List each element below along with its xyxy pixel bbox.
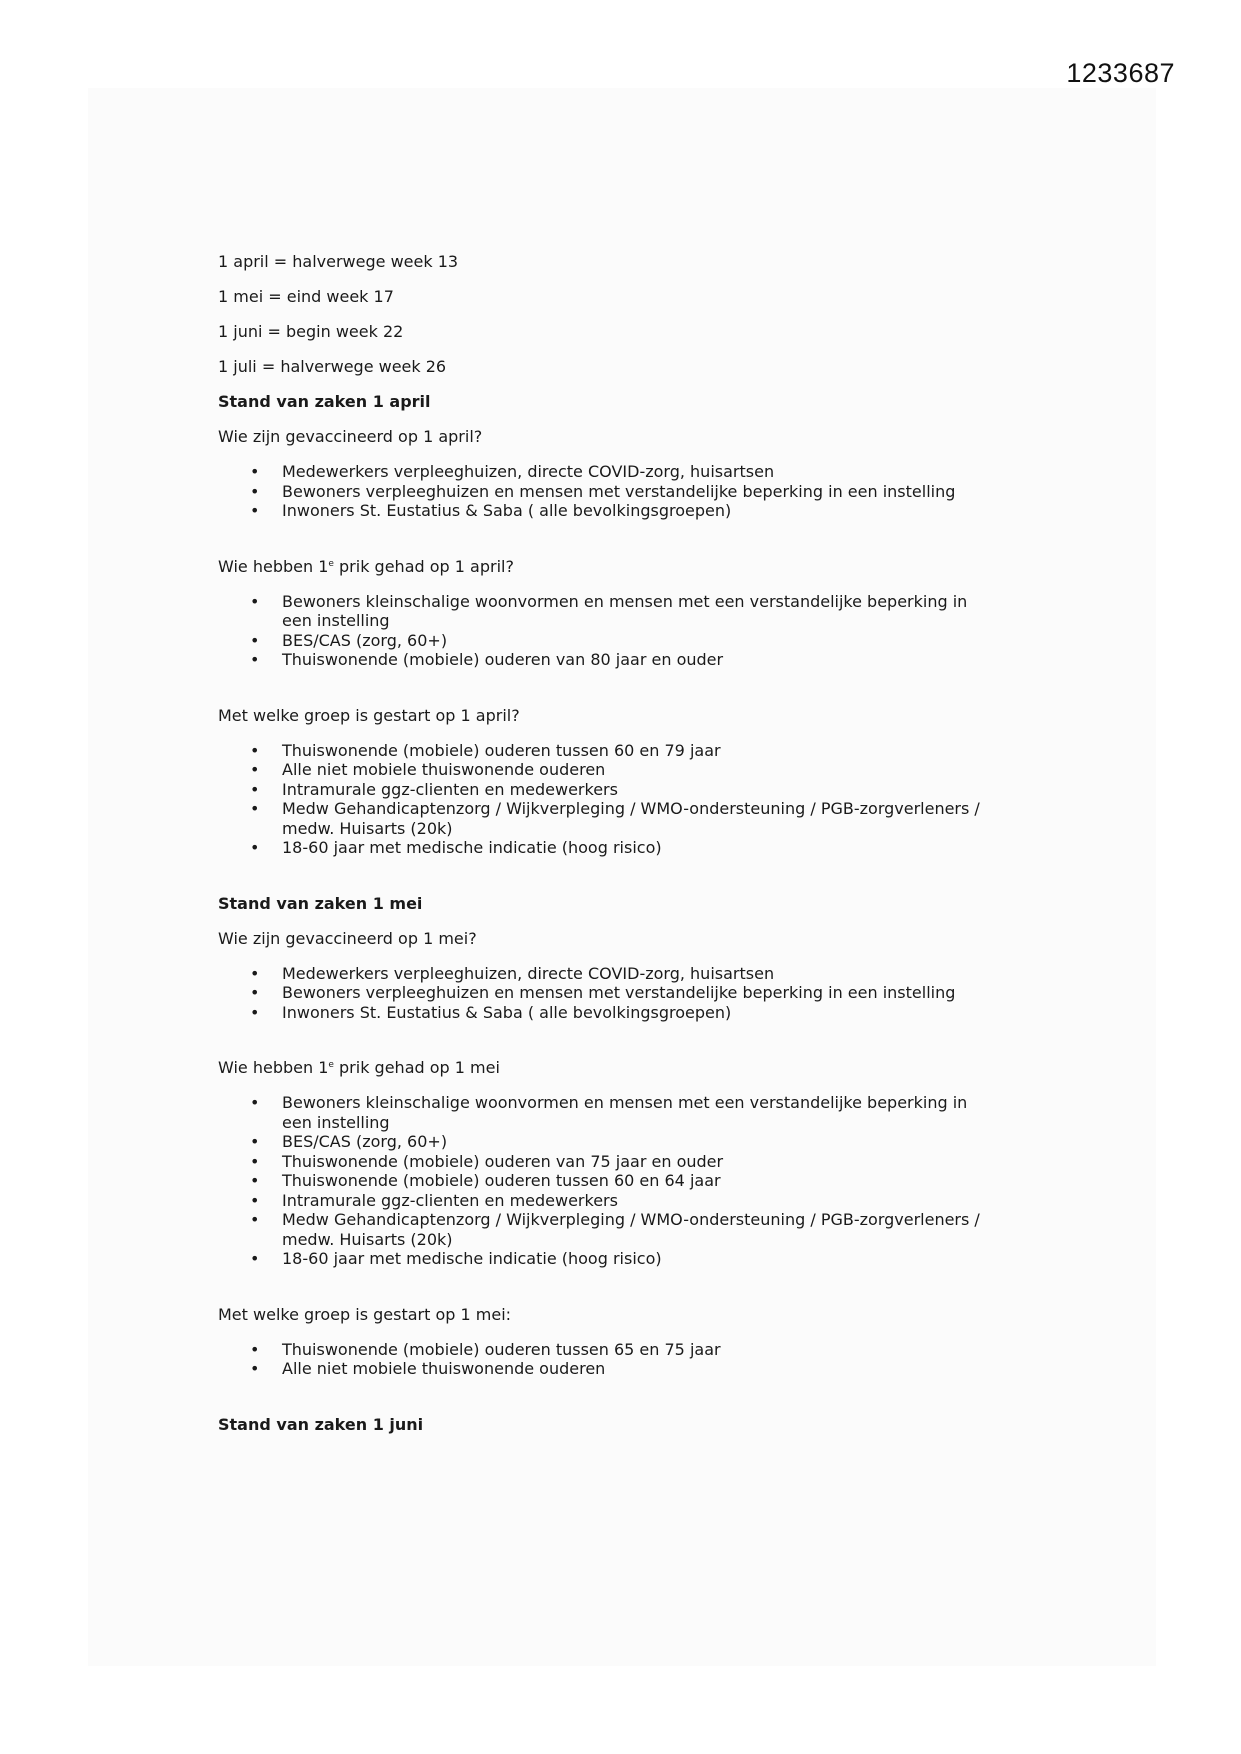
bullet-icon: • bbox=[250, 740, 260, 760]
list-first-shot-april bbox=[218, 592, 1038, 670]
question-vaccinated-april: Wie zijn gevaccineerd op 1 april? bbox=[218, 427, 483, 446]
bullet-icon: • bbox=[250, 630, 260, 650]
list-item: • Medewerkers verpleeghuizen, directe COVID-zorg, huisartsen bbox=[250, 963, 775, 983]
date-line-juli: 1 juli = halverwege week 26 bbox=[218, 357, 447, 376]
bullet-icon: • bbox=[250, 591, 260, 611]
list-vaccinated-april bbox=[218, 462, 1038, 521]
bullet-icon: • bbox=[250, 963, 260, 983]
question-started-april: Met welke groep is gestart op 1 april? bbox=[218, 705, 520, 725]
list-item: • 18-60 jaar met medische indicatie (hoog risico) bbox=[250, 838, 662, 857]
bullet-icon: • bbox=[250, 1249, 260, 1268]
list-started-april bbox=[218, 741, 1038, 858]
bullet-icon: • bbox=[250, 838, 260, 857]
list-item: • Thuiswonende (mobiele) ouderen van 75 jaar en ouder bbox=[250, 1151, 724, 1171]
list-item: • 18-60 jaar met medische indicatie (hoog risico) bbox=[250, 1249, 662, 1268]
list-vaccinated-mei bbox=[218, 964, 1038, 1023]
bullet-icon: • bbox=[250, 799, 260, 818]
list-item: • Bewoners kleinschalige woonvormen en mensen met een verstandelijke beperking in een instelling bbox=[250, 591, 968, 630]
date-line-april: 1 april = halverwege week 13 bbox=[218, 252, 459, 271]
list-item: • Thuiswonende (mobiele) ouderen van 80 jaar en ouder bbox=[250, 650, 724, 669]
bullet-icon: • bbox=[250, 760, 260, 779]
date-line-mei: 1 mei = eind week 17 bbox=[218, 287, 394, 306]
list-item: • Bewoners verpleeghuizen en mensen met verstandelijke beperking in een instelling bbox=[250, 481, 956, 501]
list-first-shot-mei bbox=[218, 1093, 1038, 1269]
bullet-icon: • bbox=[250, 779, 260, 799]
question-first-shot-april: Wie hebben 1e prik gehad op 1 april? bbox=[218, 556, 514, 576]
list-item: • BES/CAS (zorg, 60+) bbox=[250, 630, 448, 650]
bullet-icon: • bbox=[250, 1171, 260, 1190]
list-item: • Inwoners St. Eustatius & Saba ( alle bevolkingsgroepen) bbox=[250, 501, 732, 520]
list-item: • Medw Gehandicaptenzorg / Wijkverpleging / WMO-ondersteuning / PGB-zorgverleners / medw. Huisarts (20k) bbox=[250, 799, 980, 838]
bullet-icon: • bbox=[250, 1190, 260, 1210]
bullet-icon: • bbox=[250, 1002, 260, 1022]
list-item: • Thuiswonende (mobiele) ouderen tussen 60 en 79 jaar bbox=[250, 740, 721, 760]
list-item: • Bewoners verpleeghuizen en mensen met verstandelijke beperking in een instelling bbox=[250, 983, 956, 1002]
question-first-shot-mei: Wie hebben 1e prik gehad op 1 mei bbox=[218, 1058, 500, 1077]
bullet-icon: • bbox=[250, 462, 260, 481]
list-item: • Alle niet mobiele thuiswonende ouderen bbox=[250, 1359, 606, 1378]
bullet-icon: • bbox=[250, 1359, 260, 1378]
bullet-icon: • bbox=[250, 481, 260, 501]
list-item: • Alle niet mobiele thuiswonende ouderen bbox=[250, 760, 606, 779]
bullet-icon: • bbox=[250, 650, 260, 669]
question-vaccinated-mei: Wie zijn gevaccineerd op 1 mei? bbox=[218, 928, 477, 948]
list-item: • Thuiswonende (mobiele) ouderen tussen 60 en 64 jaar bbox=[250, 1171, 721, 1190]
list-item: • Intramurale ggz-clienten en medewerkers bbox=[250, 779, 618, 799]
list-item: • Thuiswonende (mobiele) ouderen tussen 65 en 75 jaar bbox=[250, 1339, 721, 1359]
list-item: • Medw Gehandicaptenzorg / Wijkverpleging / WMO-ondersteuning / PGB-zorgverleners / medw. Huisarts (20k) bbox=[250, 1210, 980, 1249]
list-started-mei bbox=[218, 1340, 1038, 1379]
section-heading-mei: Stand van zaken 1 mei bbox=[218, 893, 423, 913]
question-started-mei: Met welke groep is gestart op 1 mei: bbox=[218, 1304, 512, 1324]
document-number: 1233687 bbox=[1066, 58, 1175, 88]
bullet-icon: • bbox=[250, 1339, 260, 1359]
bullet-icon: • bbox=[250, 501, 260, 520]
bullet-icon: • bbox=[250, 1132, 260, 1151]
section-heading-april: Stand van zaken 1 april bbox=[218, 392, 431, 411]
list-item: • Medewerkers verpleeghuizen, directe COVID-zorg, huisartsen bbox=[250, 462, 775, 481]
bullet-icon: • bbox=[250, 983, 260, 1002]
list-item: • Intramurale ggz-clienten en medewerkers bbox=[250, 1190, 618, 1210]
bullet-icon: • bbox=[250, 1210, 260, 1229]
date-line-juni: 1 juni = begin week 22 bbox=[218, 322, 404, 341]
document-body bbox=[218, 252, 1038, 1450]
list-item: • Bewoners kleinschalige woonvormen en mensen met een verstandelijke beperking in een instelling bbox=[250, 1093, 968, 1132]
list-item: • Inwoners St. Eustatius & Saba ( alle bevolkingsgroepen) bbox=[250, 1002, 732, 1022]
bullet-icon: • bbox=[250, 1151, 260, 1171]
bullet-icon: • bbox=[250, 1093, 260, 1112]
list-item: • BES/CAS (zorg, 60+) bbox=[250, 1132, 448, 1151]
section-heading-juni: Stand van zaken 1 juni bbox=[218, 1414, 424, 1434]
